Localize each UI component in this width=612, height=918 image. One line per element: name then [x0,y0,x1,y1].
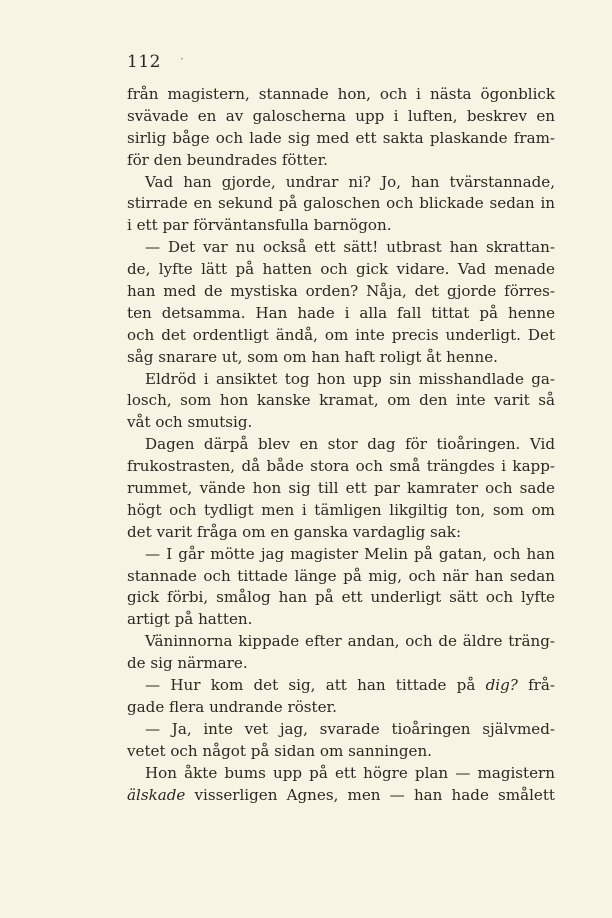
text-line [127,390,555,412]
text-line [127,237,555,259]
text-line [127,544,555,566]
text-line [127,106,555,128]
text-line [127,347,555,369]
text-segment: — I går mötte jag magister Melin på gatan, och han [145,544,555,563]
text-line [127,412,555,434]
text-line [127,281,555,303]
text-segment: gick förbi, smålog han på ett underligt sätt och lyfte [127,588,555,607]
text-segment: visserligen Agnes, men — han hade smålett [185,785,555,804]
text-segment: frukostrasten, då både stora och små trängdes i kapp- [127,457,555,476]
text-line [127,675,555,697]
text-line [127,215,555,237]
text-line [127,172,555,194]
text-segment: losch, som hon kanske kramat, om den inte varit så [127,391,555,410]
text-segment: — Det var nu också ett sätt! utbrast han skrattan- [145,238,555,257]
text-line [127,763,555,785]
text-segment: såg snarare ut, som om han haft roligt åt henne. [127,347,498,366]
text-segment: de, lyfte lätt på hatten och gick vidare. Vad menade [127,260,555,279]
text-segment: svävade en av galoscherna upp i luften, beskrev en [127,106,555,125]
text-segment: i ett par förväntansfulla barnögon. [127,216,392,235]
text-line [127,325,555,347]
text-segment: — Ja, inte vet jag, svarade tioåringen självmed- [145,719,555,738]
text-line [127,566,555,588]
text-line [127,522,555,544]
text-line [127,259,555,281]
text-line [127,369,555,391]
text-line [127,128,555,150]
text-segment: ten detsamma. Han hade i alla fall tittat på henne [127,303,555,322]
text-segment: Hon åkte bums upp på ett högre plan — magistern [145,763,555,782]
text-segment: för den beundrades fötter. [127,150,328,169]
page-number: 112 [127,52,161,72]
text-line [127,434,555,456]
text-segment: från magistern, stannade hon, och i nästa ögonblick [127,85,555,103]
text-segment: artigt på hatten. [127,610,253,629]
text-segment: frå- [517,676,555,695]
text-line [127,500,555,522]
text-segment: vetet och något på sidan om sanningen. [127,741,432,760]
text-line [127,697,555,719]
italic-text-segment: dig? [485,676,518,695]
text-segment: han med de mystiska orden? Nåja, det gjorde förres- [127,282,555,301]
text-segment: de sig närmare. [127,654,248,673]
text-segment: sirlig båge och lade sig med ett sakta plaskande fram- [127,128,555,147]
text-line [127,741,555,763]
text-line [127,653,555,675]
text-line [127,587,555,609]
text-line [127,609,555,631]
text-line [127,193,555,215]
text-segment: stirrade en sekund på galoschen och blickade sedan in [127,194,555,213]
text-segment: det varit fråga om en ganska vardaglig sak: [127,522,462,541]
text-line [127,150,555,172]
text-segment: Vad han gjorde, undrar ni? Jo, han tvärstannade, [145,172,555,191]
text-segment: och det ordentligt ändå, om inte precis underligt. Det [127,325,555,344]
text-line [127,478,555,500]
page-mark: · [180,52,184,66]
text-segment: Eldröd i ansiktet tog hon upp sin misshandlade ga- [145,369,555,388]
text-line [127,785,555,807]
italic-text-segment: älskade [127,785,186,804]
text-segment: — Hur kom det sig, att han tittade på [145,676,486,695]
text-segment: högt och tydligt men i tämligen likgiltig ton, som om [127,500,555,519]
body-text [127,84,555,806]
text-segment: stannade och tittade länge på mig, och när han sedan [127,566,555,585]
text-line [127,719,555,741]
text-segment: rummet, vände hon sig till ett par kamrater och sade [127,479,555,498]
text-segment: Dagen därpå blev en stor dag för tioåringen. Vid [145,435,555,454]
text-line [127,631,555,653]
text-line [127,456,555,478]
text-line [127,84,555,106]
text-segment: gade flera undrande röster. [127,697,337,716]
text-segment: våt och smutsig. [127,413,253,432]
text-line [127,303,555,325]
text-segment: Väninnorna kippade efter andan, och de äldre träng- [145,632,555,651]
